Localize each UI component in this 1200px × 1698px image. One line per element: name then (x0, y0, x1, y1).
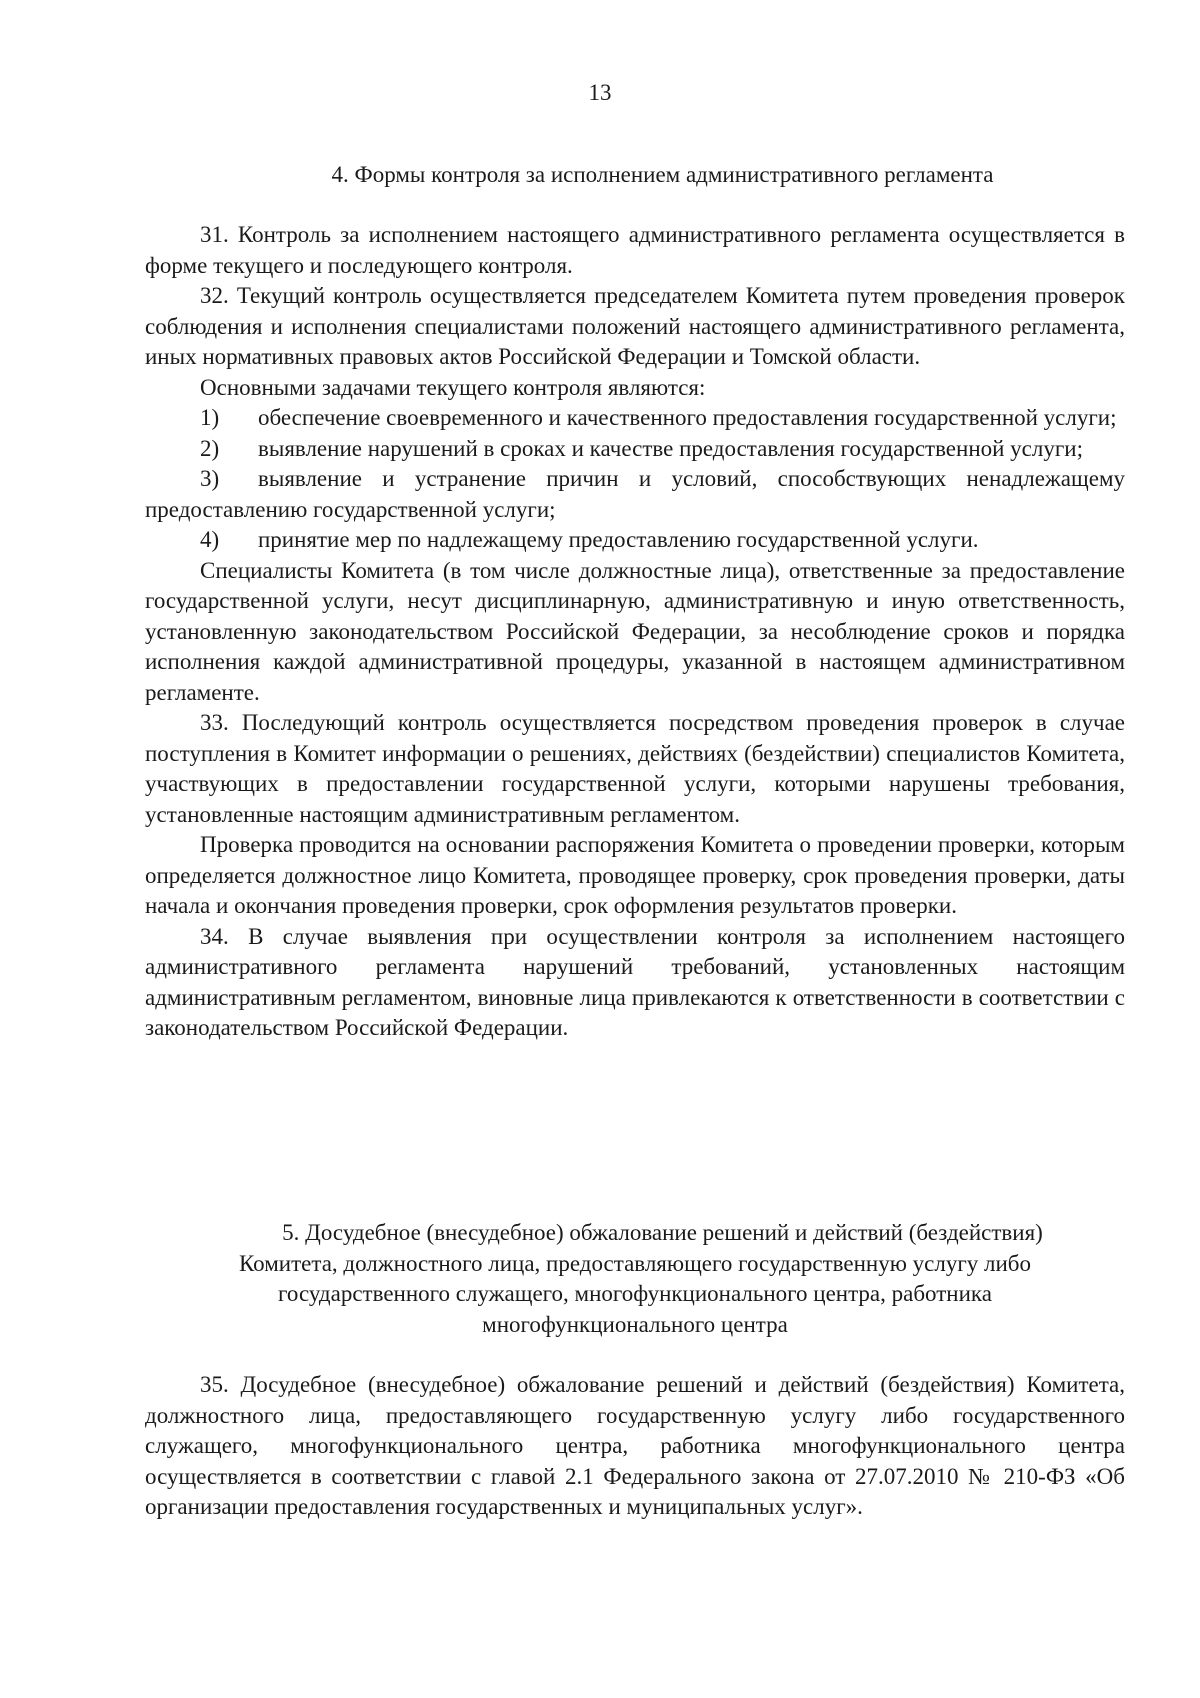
list-item (145, 464, 1125, 525)
list-item-text: принятие мер по надлежащему предоставлению государственной услуги. (258, 527, 979, 552)
list-item-text: выявление нарушений в сроках и качестве предоставления государственной услуги; (258, 435, 1084, 461)
section-5-heading-block (145, 1218, 1125, 1340)
section-5-body (145, 1370, 1125, 1523)
list-item-number: 2) (200, 435, 220, 461)
section-5-heading-line: 5. Досудебное (внесудебное) обжалование решений и действий (бездействия) (282, 1220, 1043, 1245)
section-5-heading (145, 1218, 1125, 1340)
paragraph-31: 31. Контроль за исполнением настоящего административного регламента осуществляется в форме текущего и последующего контроля. (145, 222, 1125, 278)
list-item (145, 403, 1125, 434)
section-4-heading-block (145, 160, 1125, 191)
section-4-heading: 4. Формы контроля за исполнением административного регламента (331, 162, 994, 187)
list-item-text: обеспечение своевременного и качественного предоставления государственной услуги; (258, 405, 1117, 430)
section-5-heading-line: многофункционального центра (482, 1311, 788, 1337)
section-5-heading-line: государственного служащего, многофункционального центра, работника (278, 1281, 992, 1306)
responsibility-paragraph: Специалисты Комитета (в том числе должностные лица), ответственные за предоставление государственной услуги, несут дисциплинарную, административную и иную ответственность, установленную законодательством Российской Федерации, за несоблюдение сроков и порядка исполнения каждой административной процедуры, указанной в настоящем административном регламенте. (145, 557, 1125, 705)
paragraph-32: 32. Текущий контроль осуществляется председателем Комитета путем проведения проверок соблюдения и исполнения специалистами положений настоящего административного регламента, иных нормативных правовых актов Российской Федерации и Томской области. (145, 283, 1125, 369)
section-4-body (145, 220, 1125, 1044)
list-item-number: 3) (200, 466, 220, 491)
paragraph-35: 35. Досудебное (внесудебное) обжалование решений и действий (бездействия) Комитета, должностного лица, предоставляющего государственную услугу либо государственного служащего, многофункционального центра, работника многофункционального центра осуществляется в соответствии с главой 2.1 Федерального закона от 27.07.2010 № 210-ФЗ «Об организации предоставления государственных и муниципальных услуг». (145, 1372, 1125, 1519)
list-item-number: 1) (200, 405, 220, 430)
tasks-intro: Основными задачами текущего контроля являются: (200, 374, 706, 400)
section-5-heading-line: Комитета, должностного лица, предоставляющего государственную услугу либо (238, 1250, 1032, 1276)
list-item-text: выявление и устранение причин и условий, способствующих ненадлежащему предоставлению государственной услуги; (145, 466, 1125, 522)
list-item (145, 525, 1125, 556)
paragraph-33: 33. Последующий контроль осуществляется посредством проведения проверок в случае поступления в Комитет информации о решениях, действиях (бездействии) специалистов Комитета, участвующих в предоставлении государственной услуги, которыми нарушены требования, установленные настоящим административным регламентом. (145, 710, 1125, 827)
list-item-number: 4) (200, 527, 220, 552)
list-item (145, 434, 1125, 465)
inspection-paragraph: Проверка проводится на основании распоряжения Комитета о проведении проверки, которым определяется должностное лицо Комитета, проводящее проверку, срок проведения проверки, даты начала и окончания проведения проверки, срок оформления результатов проверки. (145, 832, 1125, 918)
page-number: 13 (588, 80, 612, 105)
paragraph-34: 34. В случае выявления при осуществлении контроля за исполнением настоящего административного регламента нарушений требований, установленных настоящим административным регламентом, виновные лица привлекаются к ответственности в соответствии с законодательством Российской Федерации. (145, 923, 1125, 1040)
